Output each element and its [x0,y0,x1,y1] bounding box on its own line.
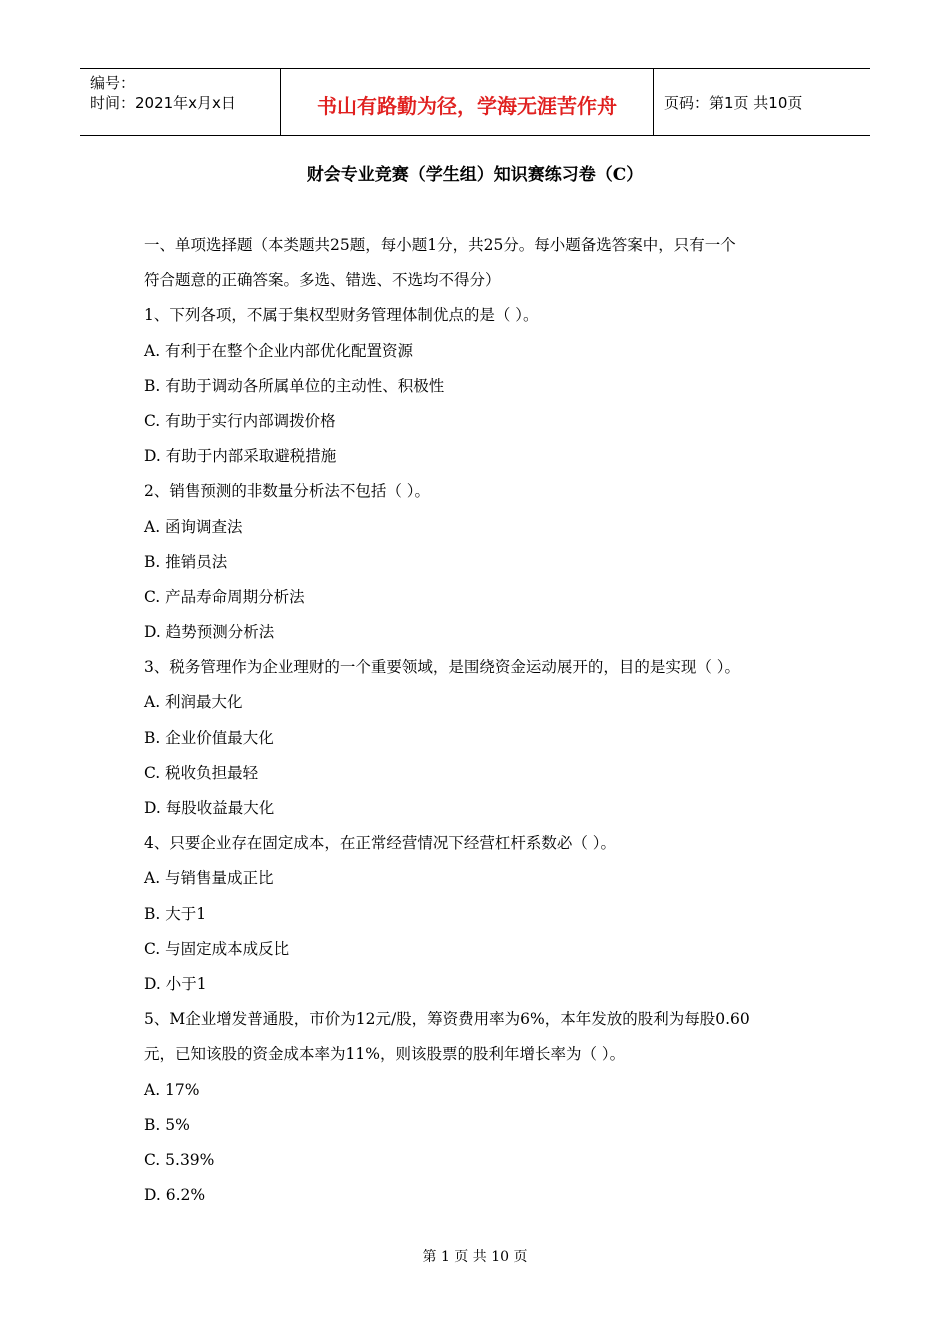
body-line: D. 每股收益最大化 [144,799,275,817]
body-line: D. 6.2% [144,1186,206,1205]
body-line: 符合题意的正确答案。多选、错选、不选均不得分） [144,271,501,290]
body-line: B. 5% [144,1115,190,1134]
body-line: 4、只要企业存在固定成本，在正常经营情况下经营杠杆系数必（ ）。 [144,834,617,853]
body-line: D. 小于1 [144,974,207,993]
body-line: A. 与销售量成正比 [144,869,274,888]
body-line: B. 大于1 [144,904,207,923]
body-line: A. 17% [144,1080,200,1099]
body-line: 1、下列各项，不属于集权型财务管理体制优点的是（ ）。 [144,306,539,325]
doc-title: 财会专业竞赛（学生组）知识赛练习卷（C） [306,165,644,185]
body-line: 一、单项选择题（本类题共25题，每小题1分，共25分。每小题备选答案中，只有一个 [144,236,736,254]
body-line: B. 推销员法 [144,552,228,571]
body-line: A. 有利于在整个企业内部优化配置资源 [144,341,414,360]
body-line: A. 函询调查法 [144,517,243,536]
header-left-cell [80,69,281,135]
page-header [80,68,870,136]
body-line: 3、税务管理作为企业理财的一个重要领域，是围绕资金运动展开的，目的是实现（ ）。 [144,658,741,677]
body-line: C. 有助于实行内部调拨价格 [144,411,336,430]
body-line: C. 税收负担最轻 [144,763,259,782]
body-line: 2、销售预测的非数量分析法不包括（ ）。 [144,482,431,501]
body-line: C. 与固定成本成反比 [144,939,290,958]
doc-body [144,228,814,1213]
body-line: B. 有助于调动各所属单位的主动性、积极性 [144,376,445,395]
body-line: 5、M企业增发普通股，市价为12元/股，筹资费用率为6%，本年发放的股利为每股0.60 [144,1010,750,1029]
body-line: D. 有助于内部采取避税措施 [144,447,337,466]
body-line: D. 趋势预测分析法 [144,623,275,642]
page-footer: 第 1 页 共 10 页 [422,1249,528,1265]
body-line: C. 5.39% [144,1150,215,1169]
header-motto: 书山有路勤为径，学海无涯苦作舟 [281,69,654,135]
body-line: C. 产品寿命周期分析法 [144,587,305,606]
body-line: A. 利润最大化 [144,693,243,712]
header-page-info: 页码：第1页 共10页 [664,93,803,112]
body-line: 元，已知该股的资金成本率为11%，则该股票的股利年增长率为（ ）。 [144,1045,626,1064]
body-line: B. 企业价值最大化 [144,728,274,747]
doc-id-label: 编号： [90,74,136,92]
doc-date-label: 时间：2021年x月x日 [90,94,236,112]
